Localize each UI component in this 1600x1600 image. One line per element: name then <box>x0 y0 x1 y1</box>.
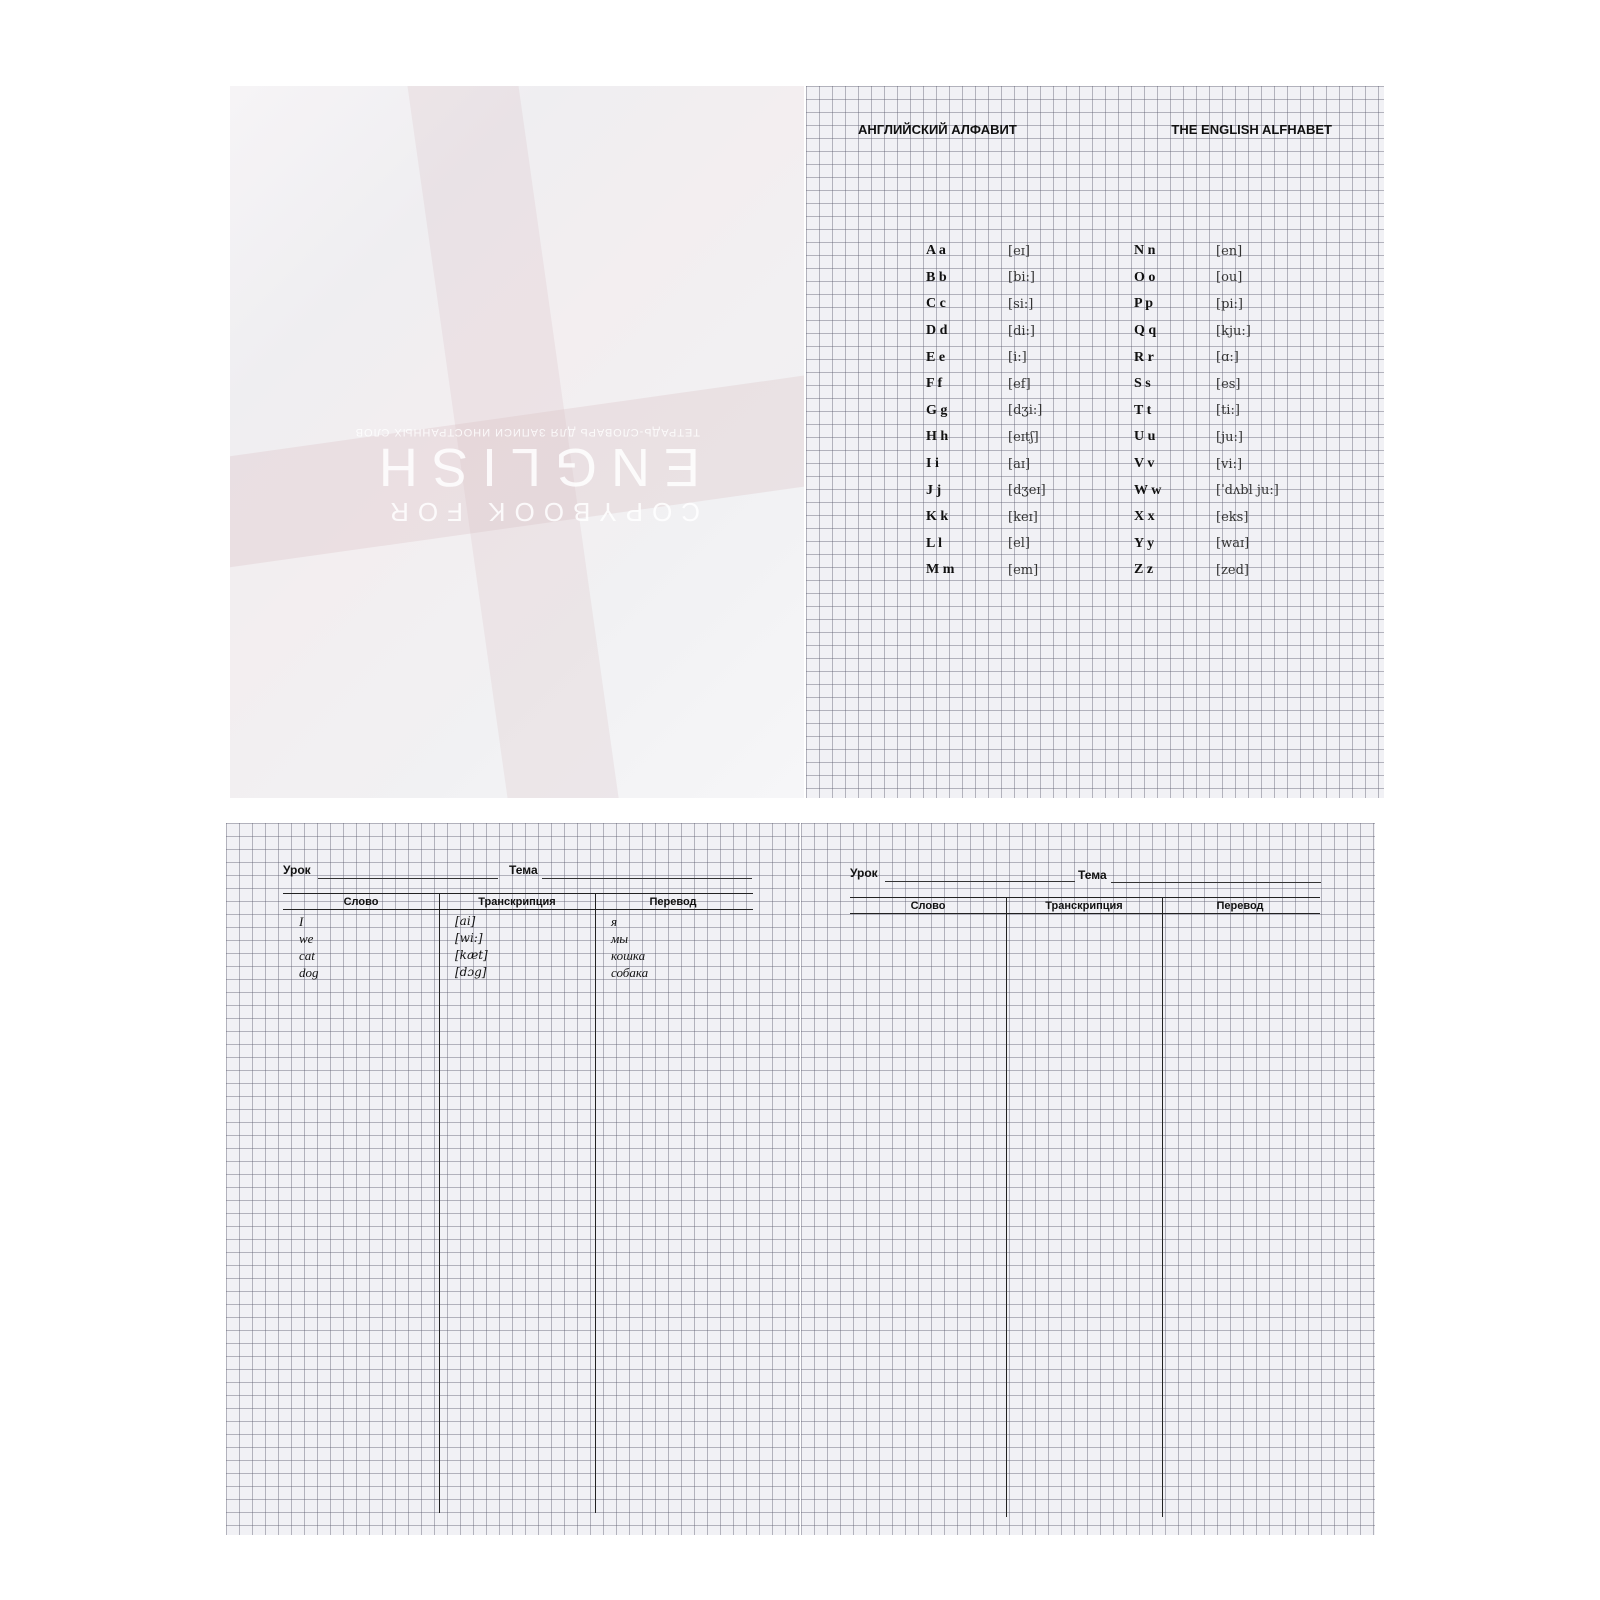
column-header-word: Слово <box>910 900 946 912</box>
alphabet-pronunciation: [di:] <box>1008 323 1036 339</box>
alphabet-pronunciation: [em] <box>1008 562 1039 578</box>
table-top-rule <box>283 893 753 894</box>
vocab-page-right <box>801 823 1375 1535</box>
topic-label: Тема <box>1078 868 1107 882</box>
lesson-label: Урок <box>283 863 311 877</box>
alphabet-title-en: THE ENGLISH ALFHABET <box>1171 122 1332 137</box>
alphabet-pronunciation: [keɪ] <box>1008 509 1038 525</box>
alphabet-row <box>926 238 1046 265</box>
cover-title-line1: COPYBOOK FOR <box>381 497 700 527</box>
alphabet-pronunciation: [aɪ] <box>1008 456 1031 472</box>
word-cell: we <box>299 931 314 946</box>
vocab-table <box>850 897 1320 1517</box>
table-header-rule <box>850 913 1320 914</box>
vocab-page-left <box>226 823 800 1535</box>
alphabet-row <box>1134 424 1279 451</box>
column-header-translation: Перевод <box>649 896 697 908</box>
alphabet-pronunciation: [ti:] <box>1216 403 1240 419</box>
alphabet-row <box>926 477 1046 504</box>
alphabet-row <box>1134 504 1279 531</box>
alphabet-letter: J j <box>926 482 942 498</box>
lesson-field[interactable] <box>885 881 1075 882</box>
alphabet-pronunciation: [eks] <box>1216 509 1249 525</box>
alphabet-letter: E e <box>926 349 946 365</box>
alphabet-letter: S s <box>1134 376 1151 392</box>
alphabet-row <box>926 371 1046 398</box>
alphabet-pronunciation: [eɪ] <box>1008 243 1030 259</box>
cover-title-line2: ENGLISH <box>364 437 700 497</box>
alphabet-pronunciation: [ɑ:] <box>1216 350 1239 366</box>
alphabet-pronunciation: [ju:] <box>1216 429 1243 445</box>
alphabet-row <box>926 504 1046 531</box>
alphabet-pronunciation: [dʒeɪ] <box>1008 483 1046 499</box>
alphabet-pronunciation: [waɪ] <box>1216 536 1250 552</box>
alphabet-title-ru: АНГЛИЙСКИЙ АЛФАВИТ <box>858 122 1017 137</box>
alphabet-pronunciation: [ou] <box>1216 270 1243 286</box>
topic-label: Тема <box>509 863 538 877</box>
alphabet-row <box>926 451 1046 478</box>
transcription-cell: [ai] <box>455 914 476 928</box>
alphabet-pronunciation: [kju:] <box>1216 323 1251 339</box>
alphabet-letter: Y y <box>1134 535 1155 551</box>
translation-cell: собака <box>611 965 649 980</box>
topic-field[interactable] <box>542 878 752 879</box>
alphabet-row <box>926 318 1046 345</box>
column-header-transcription: Транскрипция <box>1045 900 1123 912</box>
alphabet-row <box>926 398 1046 425</box>
lesson-field[interactable] <box>318 878 498 879</box>
alphabet-row <box>1134 238 1279 265</box>
alphabet-letter: B b <box>926 269 947 285</box>
alphabet-letter: O o <box>1134 269 1156 285</box>
vocab-table <box>283 893 753 1513</box>
alphabet-pronunciation: [si:] <box>1008 296 1034 312</box>
alphabet-letter: N n <box>1134 243 1156 259</box>
alphabet-row <box>1134 477 1279 504</box>
alphabet-row <box>1134 398 1279 425</box>
alphabet-page <box>806 86 1384 798</box>
alphabet-letter: I i <box>926 456 939 472</box>
alphabet-pronunciation: [zed] <box>1216 562 1250 578</box>
word-cell: dog <box>299 965 319 980</box>
alphabet-pronunciation: [vi:] <box>1216 456 1243 472</box>
alphabet-pronunciation: [eɪtʃ] <box>1008 429 1039 445</box>
alphabet-row <box>1134 451 1279 478</box>
alphabet-row <box>1134 291 1279 318</box>
table-column-divider <box>1006 897 1007 1517</box>
alphabet-row <box>1134 371 1279 398</box>
alphabet-letter: Q q <box>1134 323 1157 339</box>
alphabet-pronunciation: [el] <box>1008 536 1030 552</box>
alphabet-letter: X x <box>1134 509 1155 525</box>
alphabet-letter: A a <box>926 243 946 259</box>
alphabet-letter: R r <box>1134 349 1154 365</box>
alphabet-row <box>1134 344 1279 371</box>
transcription-cell: [wi:] <box>455 931 483 945</box>
alphabet-pronunciation: [bi:] <box>1008 270 1036 286</box>
alphabet-letter: D d <box>926 323 948 339</box>
column-header-word: Слово <box>343 896 379 908</box>
column-header-transcription: Транскрипция <box>478 896 556 908</box>
alphabet-letter: L l <box>926 535 942 551</box>
alphabet-row <box>926 265 1046 292</box>
alphabet-letter: F f <box>926 376 943 392</box>
table-header-rule <box>283 909 753 910</box>
alphabet-row <box>1134 531 1279 558</box>
table-column-divider <box>1162 897 1163 1517</box>
alphabet-row <box>926 291 1046 318</box>
alphabet-pronunciation: [pi:] <box>1216 296 1244 312</box>
topic-field[interactable] <box>1111 882 1321 883</box>
alphabet-pronunciation: [es] <box>1216 376 1241 392</box>
cover-title-line3: ТЕТРАДЬ-СЛОВАРЬ ДЛЯ ЗАПИСИ ИНОСТРАННЫХ СЛОВ <box>354 426 700 438</box>
transcription-cell: [kæt] <box>455 948 488 962</box>
alphabet-letter: W w <box>1134 482 1162 498</box>
alphabet-letter: G g <box>926 402 948 418</box>
word-cell: I <box>299 914 304 929</box>
translation-cell: я <box>611 914 618 929</box>
word-cell: cat <box>299 948 315 963</box>
table-column-divider <box>595 893 596 1513</box>
alphabet-row <box>1134 265 1279 292</box>
alphabet-letter: P p <box>1134 296 1154 312</box>
alphabet-column-right <box>1134 238 1279 584</box>
alphabet-pronunciation: [dʒi:] <box>1008 403 1043 419</box>
translation-cell: кошка <box>611 948 646 963</box>
alphabet-row <box>926 557 1046 584</box>
alphabet-letter: K k <box>926 509 949 525</box>
table-top-rule <box>850 897 1320 898</box>
column-header-translation: Перевод <box>1216 900 1264 912</box>
alphabet-letter: M m <box>926 562 955 578</box>
cover-title <box>340 426 700 527</box>
alphabet-letter: Z z <box>1134 562 1154 578</box>
alphabet-letter: T t <box>1134 402 1152 418</box>
lesson-label: Урок <box>850 866 878 880</box>
alphabet-pronunciation: [i:] <box>1008 350 1027 366</box>
alphabet-row <box>926 424 1046 451</box>
alphabet-pronunciation: [ef] <box>1008 376 1031 392</box>
table-column-divider <box>439 893 440 1513</box>
alphabet-column-left <box>926 238 1046 584</box>
alphabet-pronunciation: [en] <box>1216 243 1243 259</box>
alphabet-row <box>926 344 1046 371</box>
alphabet-letter: C c <box>926 296 946 312</box>
alphabet-pronunciation: [ˈdʌbl ju:] <box>1216 483 1279 499</box>
alphabet-row <box>1134 557 1279 584</box>
alphabet-row <box>1134 318 1279 345</box>
alphabet-row <box>926 531 1046 558</box>
transcription-cell: [dɔg] <box>455 965 487 979</box>
translation-cell: мы <box>611 931 629 946</box>
copybook-cover <box>230 86 804 798</box>
alphabet-letter: H h <box>926 429 949 445</box>
alphabet-letter: V v <box>1134 456 1155 472</box>
alphabet-letter: U u <box>1134 429 1156 445</box>
